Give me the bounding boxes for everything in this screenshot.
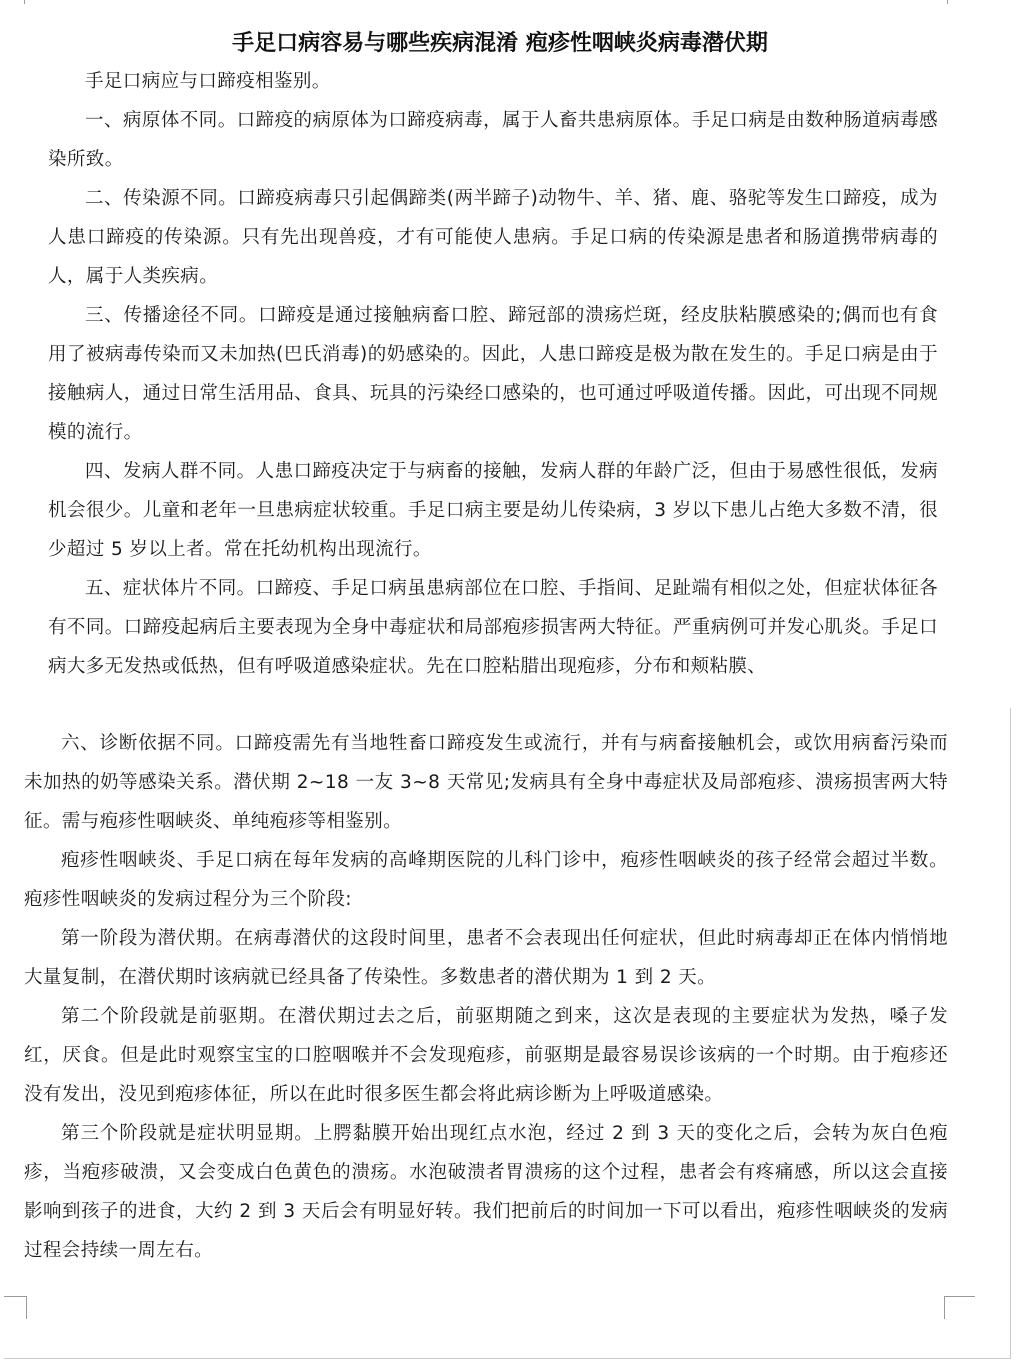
- paragraph-symptoms: 五、症状体片不同。口蹄疫、手足口病虽患病部位在口腔、手指间、足趾端有相似之处，但症状体征各有不同。口蹄疫起病后主要表现为全身中毒症状和局部疱疹损害两大特征。严重病例可并发心肌炎。手足口病大多无发热或低热，但有呼吸道感染症状。先在口腔粘腊出现疱疹，分布和颊粘膜、: [48, 578, 938, 677]
- document-page-2: [4, 708, 1011, 1359]
- paragraph-infection-source: 二、传染源不同。口蹄疫病毒只引起偶蹄类(两半蹄子)动物牛、羊、猪、鹿、骆驼等发生口蹄疫，成为人患口蹄疫的传染源。只有先出现兽疫，才有可能使人患病。手足口病的传染源是患者和肠道携带病毒的人，属于人类疾病。: [48, 188, 938, 287]
- page-1-body: [48, 62, 938, 686]
- paragraph-stage-1: 第一阶段为潜伏期。在病毒潜伏的这段时间里，患者不会表现出任何症状，但此时病毒却正在体内悄悄地大量复制，在潜伏期时该病就已经具备了传染性。多数患者的潜伏期为 1 到 2 天。: [24, 928, 948, 988]
- paragraph-transmission: 三、传播途径不同。口蹄疫是通过接触病畜口腔、蹄冠部的溃疡烂斑，经皮肤粘膜感染的;偶而也有食用了被病毒传染而又未加热(巴氏消毒)的奶感染的。因此，人患口蹄疫是极为散在发生的。手足口病是由于接触病人，通过日常生活用品、食具、玩具的污染经口感染的，也可通过呼吸道传播。因此，可出现不同规模的流行。: [48, 305, 938, 443]
- paragraph-diagnosis: 六、诊断依据不同。口蹄疫需先有当地牲畜口蹄疫发生或流行，并有与病畜接触机会，或饮用病畜污染而未加热的奶等感染关系。潜伏期 2~18 一友 3~8 天常见;发病具有全身中毒症状及局部疱疹、溃疡损害两大特征。需与疱疹性咽峡炎、单纯疱疹等相鉴别。: [24, 733, 948, 832]
- paragraph-affected-population: 四、发病人群不同。人患口蹄疫决定于与病畜的接触，发病人群的年龄广泛，但由于易感性很低，发病机会很少。儿童和老年一旦患病症状较重。手足口病主要是幼儿传染病，3 岁以下患儿占绝大多数不清，很少超过 5 岁以上者。常在托幼机构出现流行。: [48, 461, 938, 560]
- paragraph-herpangina-intro: 疱疹性咽峡炎、手足口病在每年发病的高峰期医院的儿科门诊中，疱疹性咽峡炎的孩子经常会超过半数。疱疹性咽峡炎的发病过程分为三个阶段:: [24, 850, 948, 910]
- paragraph-stage-3: 第三个阶段就是症状明显期。上腭黏膜开始出现红点水泡，经过 2 到 3 天的变化之后，会转为灰白色疱疹，当疱疹破溃，又会变成白色黄色的溃疡。水泡破溃者胃溃疡的这个过程，患者会有疼痛感，所以这会直接影响到孩子的进食，大约 2 到 3 天后会有明显好转。我们把前后的时间加一下可以看出，疱疹性咽峡炎的发病过程会持续一周左右。: [24, 1123, 948, 1261]
- page-2-body: [24, 724, 948, 1270]
- paragraph-intro: 手足口病应与口蹄疫相鉴别。: [85, 71, 331, 92]
- paragraph-pathogen: 一、病原体不同。口蹄疫的病原体为口蹄疫病毒，属于人畜共患病原体。手足口病是由数种肠道病毒感染所致。: [48, 110, 938, 170]
- crop-mark-top-right: [947, 0, 968, 4]
- paragraph-stage-2: 第二个阶段就是前驱期。在潜伏期过去之后，前驱期随之到来，这次是表现的主要症状为发热，嗓子发红，厌食。但是此时观察宝宝的口腔咽喉并不会发现疱疹，前驱期是最容易误诊该病的一个时期。由于疱疹还没有发出，没见到疱疹体征，所以在此时很多医生都会将此病诊断为上呼吸道感染。: [24, 1006, 948, 1105]
- crop-mark-bottom-left: [4, 1296, 27, 1319]
- page-separator: [0, 700, 1024, 708]
- crop-mark-bottom-right: [944, 1296, 975, 1319]
- document-title: 手足口病容易与哪些疾病混淆 疱疹性咽峡炎病毒潜伏期: [232, 29, 768, 56]
- crop-mark-top-left: [4, 0, 25, 4]
